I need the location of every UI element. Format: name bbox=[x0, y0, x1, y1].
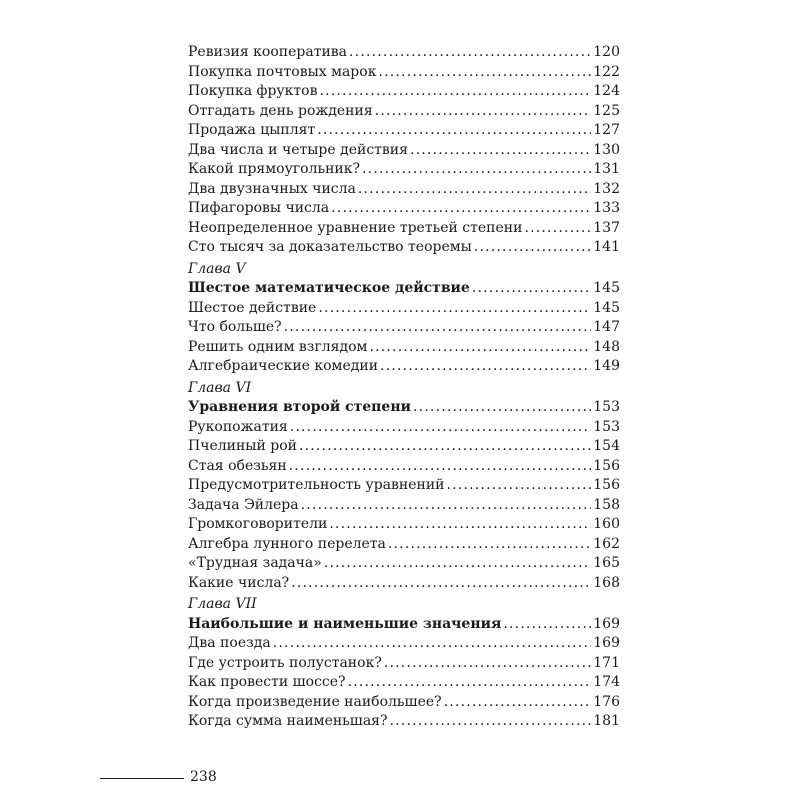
dot-leader bbox=[380, 357, 591, 377]
toc-entry-title: Покупка почтовых марок bbox=[188, 63, 377, 80]
footer-rule bbox=[100, 778, 184, 779]
dot-leader bbox=[291, 574, 591, 594]
toc-entry bbox=[188, 535, 620, 555]
dot-leader bbox=[472, 279, 591, 299]
dot-leader bbox=[384, 654, 591, 674]
toc-entry-page: 171 bbox=[593, 654, 620, 671]
dot-leader bbox=[474, 238, 591, 258]
toc-entry bbox=[188, 634, 620, 654]
toc-entry-page: 174 bbox=[593, 674, 620, 690]
dot-leader bbox=[284, 318, 592, 338]
toc-entry-page: 181 bbox=[593, 713, 620, 729]
toc-section-heading bbox=[188, 279, 620, 299]
dot-leader bbox=[318, 299, 591, 319]
toc-entry-page: 176 bbox=[593, 693, 620, 710]
dot-leader bbox=[349, 43, 591, 63]
toc-entry bbox=[188, 476, 620, 496]
toc-entry-page: 125 bbox=[593, 102, 620, 119]
toc-entry-page: 127 bbox=[593, 122, 620, 138]
toc-entry-page: 137 bbox=[593, 219, 620, 236]
toc-entry-title: Два числа и четыре действия bbox=[188, 141, 408, 158]
toc-entry bbox=[188, 102, 620, 122]
toc-entry bbox=[188, 180, 620, 200]
toc-entry-title: Продажа цыплят bbox=[188, 122, 316, 138]
toc-entry-title: Два поезда bbox=[188, 635, 271, 651]
dot-leader bbox=[388, 535, 591, 555]
dot-leader bbox=[413, 398, 591, 418]
toc-entry bbox=[188, 437, 620, 457]
dot-leader bbox=[378, 63, 591, 83]
toc-entry-title: Громкоговорители bbox=[188, 516, 328, 532]
toc-entry-page: 147 bbox=[593, 319, 620, 335]
toc-entry-page: 153 bbox=[593, 418, 620, 435]
toc-entry-title: Пифагоровы числа bbox=[188, 200, 330, 216]
toc-entry-page: 141 bbox=[593, 239, 620, 255]
toc-entry-title: Что больше? bbox=[188, 319, 282, 335]
dot-leader bbox=[319, 82, 591, 102]
toc-entry-title: Какие числа? bbox=[188, 574, 290, 591]
chapter-heading: Глава VII bbox=[188, 596, 257, 612]
toc-entry-title: Решить одним взглядом bbox=[188, 338, 368, 355]
toc-entry bbox=[188, 63, 620, 83]
chapter-heading: Глава VI bbox=[188, 379, 252, 396]
dot-leader bbox=[390, 712, 592, 732]
toc-section-heading bbox=[188, 398, 620, 418]
toc-entry bbox=[188, 673, 620, 693]
toc-entry-page: 158 bbox=[593, 496, 620, 513]
dot-leader bbox=[348, 673, 592, 693]
dot-leader bbox=[444, 693, 592, 713]
toc-entry-page: 145 bbox=[593, 299, 620, 316]
dot-leader bbox=[375, 102, 592, 122]
toc-entry bbox=[188, 693, 620, 713]
dot-leader bbox=[329, 515, 591, 535]
footer-page-number: 238 bbox=[190, 769, 217, 785]
toc-entry-page: 122 bbox=[593, 63, 620, 80]
table-of-contents bbox=[188, 43, 620, 732]
dot-leader bbox=[289, 457, 592, 477]
toc-entry-page: 168 bbox=[593, 574, 620, 591]
toc-entry bbox=[188, 318, 620, 338]
toc-entry bbox=[188, 141, 620, 161]
toc-entry-title: Предусмотрительность уравнений bbox=[188, 477, 445, 493]
toc-entry bbox=[188, 554, 620, 574]
toc-entry-page: 162 bbox=[593, 535, 620, 552]
toc-entry bbox=[188, 238, 620, 258]
toc-entry bbox=[188, 457, 620, 477]
toc-entry-page: 132 bbox=[593, 180, 620, 197]
toc-entry-title: Отгадать день рождения bbox=[188, 102, 373, 119]
dot-leader bbox=[290, 418, 592, 438]
toc-entry-title: Когда сумма наименьшая? bbox=[188, 713, 388, 729]
toc-entry-page: 169 bbox=[593, 615, 620, 632]
toc-entry bbox=[188, 418, 620, 438]
toc-entry-title: Пчелиный рой bbox=[188, 438, 297, 454]
toc-entry bbox=[188, 199, 620, 219]
toc-entry-title: Наибольшие и наименьшие значения bbox=[188, 615, 502, 632]
dot-leader bbox=[369, 338, 591, 358]
toc-entry-page: 131 bbox=[593, 161, 620, 177]
toc-entry-title: Какой прямоугольник? bbox=[188, 161, 361, 177]
dot-leader bbox=[317, 121, 591, 141]
toc-entry bbox=[188, 338, 620, 358]
toc-entry-title: Шестое действие bbox=[188, 299, 317, 316]
toc-entry-page: 133 bbox=[593, 200, 620, 216]
toc-entry-page: 154 bbox=[593, 438, 620, 454]
dot-leader bbox=[301, 496, 592, 516]
dot-leader bbox=[447, 476, 592, 496]
toc-entry bbox=[188, 654, 620, 674]
toc-entry-title: «Трудная задача» bbox=[188, 555, 322, 571]
toc-entry-page: 120 bbox=[593, 44, 620, 60]
toc-entry-page: 165 bbox=[593, 555, 620, 571]
toc-entry-title: Алгебра лунного перелета bbox=[188, 535, 386, 552]
toc-entry-title: Алгебраические комедии bbox=[188, 358, 379, 374]
chapter-heading: Глава V bbox=[188, 260, 246, 277]
toc-entry-page: 145 bbox=[593, 280, 620, 296]
toc-entry-page: 149 bbox=[593, 358, 620, 374]
dot-leader bbox=[362, 160, 591, 180]
toc-entry bbox=[188, 299, 620, 319]
toc-entry-title: Уравнения второй степени bbox=[188, 399, 411, 415]
toc-entry-page: 156 bbox=[593, 477, 620, 493]
toc-entry bbox=[188, 121, 620, 141]
dot-leader bbox=[358, 180, 591, 200]
dot-leader bbox=[324, 554, 591, 574]
toc-entry-title: Стая обезьян bbox=[188, 457, 287, 474]
toc-entry-title: Где устроить полустанок? bbox=[188, 654, 382, 671]
toc-entry-page: 124 bbox=[593, 83, 620, 99]
toc-entry-title: Когда произведение наибольшее? bbox=[188, 693, 442, 710]
toc-entry-page: 148 bbox=[593, 338, 620, 355]
toc-entry-title: Покупка фруктов bbox=[188, 83, 318, 99]
toc-entry bbox=[188, 357, 620, 377]
toc-entry-title: Два двузначных числа bbox=[188, 180, 356, 197]
dot-leader bbox=[410, 141, 591, 161]
toc-entry-title: Рукопожатия bbox=[188, 418, 288, 435]
toc-section-heading bbox=[188, 615, 620, 635]
toc-entry bbox=[188, 496, 620, 516]
toc-entry-title: Как провести шоссе? bbox=[188, 674, 346, 690]
toc-entry-page: 156 bbox=[593, 457, 620, 474]
toc-entry bbox=[188, 82, 620, 102]
toc-entry-page: 160 bbox=[593, 516, 620, 532]
toc-entry bbox=[188, 712, 620, 732]
toc-entry-page: 153 bbox=[593, 399, 620, 415]
toc-entry-title: Неопределенное уравнение третьей степени bbox=[188, 219, 523, 236]
toc-entry bbox=[188, 574, 620, 594]
toc-entry bbox=[188, 43, 620, 63]
dot-leader bbox=[331, 199, 591, 219]
toc-entry-title: Сто тысяч за доказательство теоремы bbox=[188, 239, 472, 255]
toc-entry bbox=[188, 160, 620, 180]
dot-leader bbox=[273, 634, 592, 654]
toc-entry-page: 169 bbox=[593, 635, 620, 651]
toc-entry bbox=[188, 219, 620, 239]
toc-entry-title: Ревизия кооператива bbox=[188, 44, 348, 60]
toc-entry-page: 130 bbox=[593, 141, 620, 158]
toc-entry-title: Шестое математическое действие bbox=[188, 280, 470, 296]
toc-entry bbox=[188, 515, 620, 535]
dot-leader bbox=[524, 219, 591, 239]
dot-leader bbox=[299, 437, 591, 457]
toc-entry-title: Задача Эйлера bbox=[188, 496, 299, 513]
dot-leader bbox=[503, 615, 591, 635]
